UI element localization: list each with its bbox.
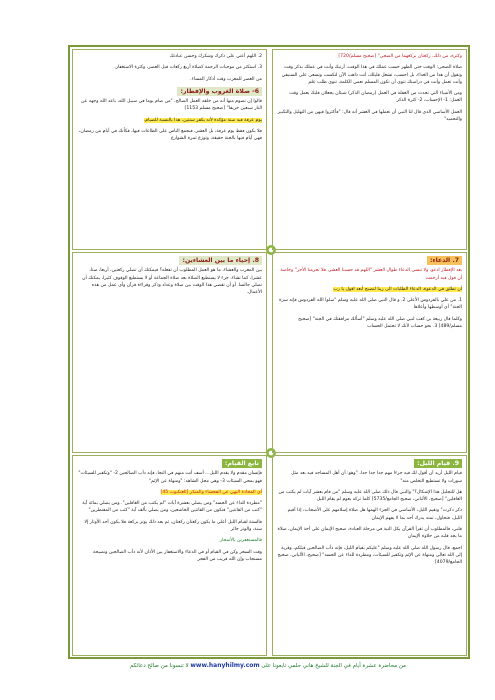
paragraph: قيام الليل أريد أن أقول لك فيه جزءا مهم جدا جدا جدا، "وهو: أن أهل المساجد فيه بعد مثل سورات ولا تستطيع التخلص منه" — [291, 471, 462, 484]
paragraph: هل للتجليل هذا الإشكال؟" والنبي قال ذلك صلى الله عليه وسلم "من قام بعشر آيات لم يكتب من الغافلين" [صحيح، الألباني، صحيح الجامع/5735] كلما تركه يعوم لم يقام الليل — [278, 489, 462, 503]
section-heading: تابع القيام: — [77, 459, 262, 468]
section-cell — [72, 252, 267, 453]
page-footer — [68, 662, 468, 669]
paragraph: ذكر دكرت" وتقيم الليل، الأساسي في الجزء الهمها هل صلاة إسلامهم على الأصحاب، إذا أقيم الليل، فتحاول، تمتد يدرك أحد بما لا يفهم الإيمان — [287, 508, 462, 521]
paragraph: العمل الأساسي الذي قال لنا النبي أن نعملها في العشر أنه قال: "فأكثروا فيهن من التهليل والتكبير والتحميد" — [277, 109, 462, 123]
section-cell — [72, 455, 267, 656]
section-cell — [272, 252, 467, 453]
paragraph: 2. اللهم أعني على ذكرك وشكرك وحسن عبادتك — [169, 54, 262, 59]
page-sheet — [68, 45, 470, 659]
section-cell — [72, 49, 267, 250]
paragraph: قلبي، فالمطلوب أن تقرأ القرآن بكل النية في مرحلة العبادة، صحيح الإيمان على أخذ الإيمان، صلاة ما يجد قلبه من حلاوة الإيمان — [277, 527, 462, 540]
section-cell — [272, 455, 467, 656]
paragraph: 1. من علي بالفردوس الأعلى 2. و قال النبي صلى الله عليه وسلم "سلوا الله الفردوس فإنه سرة الجنة" أي أوسطها وأعلاها — [279, 298, 462, 311]
footer-text: من محاضرة عشرة أيام في الجنة للشيخ هاني حلمي تابعونا على — [261, 663, 406, 669]
section-cell — [272, 49, 467, 250]
paragraph: وقت السحر وكن في القيام أو في الدعاء والاستغفار بين الأذان لأنه دأب الصالحين ونصيحة مستجاب وإن الله قريب من الفجر — [93, 549, 262, 562]
verse-text: فالمستغفرين بالأسحار — [219, 538, 262, 544]
paragraph: صلاة الضحى: الوقت حتى الظهر حسب عملك في هذا الوقت، أرتبك وأنت في عملك بذكر وقت وتقول أن هذا من الغداء، بل احسب، تشغل قليلك، أنت ذاهب الآن لتكسب وتسعى على السنيفي وأنت تعمل وأنت في دراستك تنوي أن تكون المسلم نعمي الكلمة، تنوي طلب علم — [281, 65, 462, 85]
section-heading: 6- صلاة الغروب والإفطار: — [77, 87, 262, 96]
hadith-text: وكثرة، من ذلك، ركعتان يركعهما من الضحى" [صحيح مسلم/720] — [338, 54, 462, 59]
paragraph: فالسنة لقيام الليل أعلى ما يكون ركعتان ركعتان، ثم بعد ذلك يوتر بركعة فلا يكون أحد الأوتار إلا سنة، والوتر جائز — [84, 519, 262, 533]
section-heading: 8. إحياء ما بين العشاءين: — [77, 256, 262, 265]
highlight-text: يوم عرفة فيه سنة مؤكدة لأنه يكفر سنتين، هذا بالنسبة للصيام. — [143, 117, 262, 123]
website-link[interactable]: www.hanyhilmy.com — [190, 662, 260, 669]
paragraph: قالوا إن تصوم منها أنه من خلقه العمل الصالح، "من صام يوما في سبيل الله، باعد الله وجهه عن النار سبعين خريفا" [صحيح مسلم 1153] — [81, 99, 262, 112]
paragraph: 3. استكثر من موجبات الرحمة كصلاة أربع ركعات قبل العصر، وكثرة الاستغفار. — [114, 65, 262, 71]
hadith-text: أي المحاذة النهي عن الفحشاء والمنكر [العنكبوت 45] — [160, 489, 262, 495]
paragraph: فلا يكون فقط يوم عرفة، بل العشر، فيجمع الناس على الطاعات فيها، فكأنك في أيام من رمضان، فهي أيام فيها بالجنة حقيقة، وتوزع ثمرة الشوارع — [78, 129, 262, 142]
paragraph: وكلما قال ربيعة بن كعب لنبي صلى الله عليه وسلم "أسألك مرافقتك في الجنة" [صحيح مسلم/489] 3. بحو حساب لأنك لا تحتمل الحساب — [298, 316, 462, 330]
paragraph: بعد الإفطار ادعو، ولا تنسى الدعاء طوال العشر "اللهم قد حسبنا العشر، فلا تحرمنا الأجر" وخاصة أن قول فيه أرحمت — [280, 268, 462, 281]
paragraph: ومن الأشياء التي تحدث من الغفلة في العمل (رمضان الذكر) شيئان يجعلان قلبك يعمل وقت العمل: 1- الإحساب، 2- كثرة الذكر — [289, 91, 462, 104]
highlight-text: أن تطلق في الدعوة، الدعاء الطلبات الى ربنا لتصبح أبعد اقول يا رب — [333, 286, 462, 292]
section-heading: 9. قيام الليل: — [277, 459, 462, 468]
paragraph: فإنسان مقدم ولا يقدم الليل... أسف أنت منهم في النجا، فإنه دأب الصالحين 2- "وتكفير للسيئات" فهو يمحي السيئات 3- وهي محل الشاهد: "ومنهاة عن الإثم" — [78, 471, 262, 484]
footer-text: لا تنسونا من صالح دعائكم — [130, 663, 189, 669]
paragraph: بين المغرب والعشاء، ما هو العمل المطلوب أن تفعله؟ فيمكنك أن تصلي ركعتين، أربعا، ستا، عشرا، كما تشاء، جزء لا يستطيع الصلاة بعد صلاة الجماعة أو لا يستطيع الوقوف كثيرا، يمكنك أن تصلي جالسا. أو أن تقضي هذا الوقت بين صلاة وعداد وذكر وقراءة قرآن وأي عمل من هذه الأعمال. — [82, 268, 262, 296]
paragraph: "مطردة للداء عن الجسد" ومن يصلي بعشرة آيات "لم يكتب من الغافلين". ومن يصلي بمائة آية "كتب من القانتين" فتكون من القانتين الخاشعين، ومن يصلي بألف آية "كتب من المقنطرين" — [82, 501, 262, 514]
paragraph: من العصر للمغرب وقت أذكار المساء. — [190, 76, 262, 82]
section-heading: 7. الدعاء: — [277, 256, 462, 265]
paragraph: اجمع، قال رسول الله صلى الله عليه وسلم "عليكم بقيام الليل، فإنه دأب الصالحين قبلكم، وقربة إلى الله تعالى ومنهاة عن الإثم وتكفير للسيئات، ومطردة للداء عن الجسد" [صحيح، الألباني، صحيح الجامع/4079] — [277, 545, 462, 566]
